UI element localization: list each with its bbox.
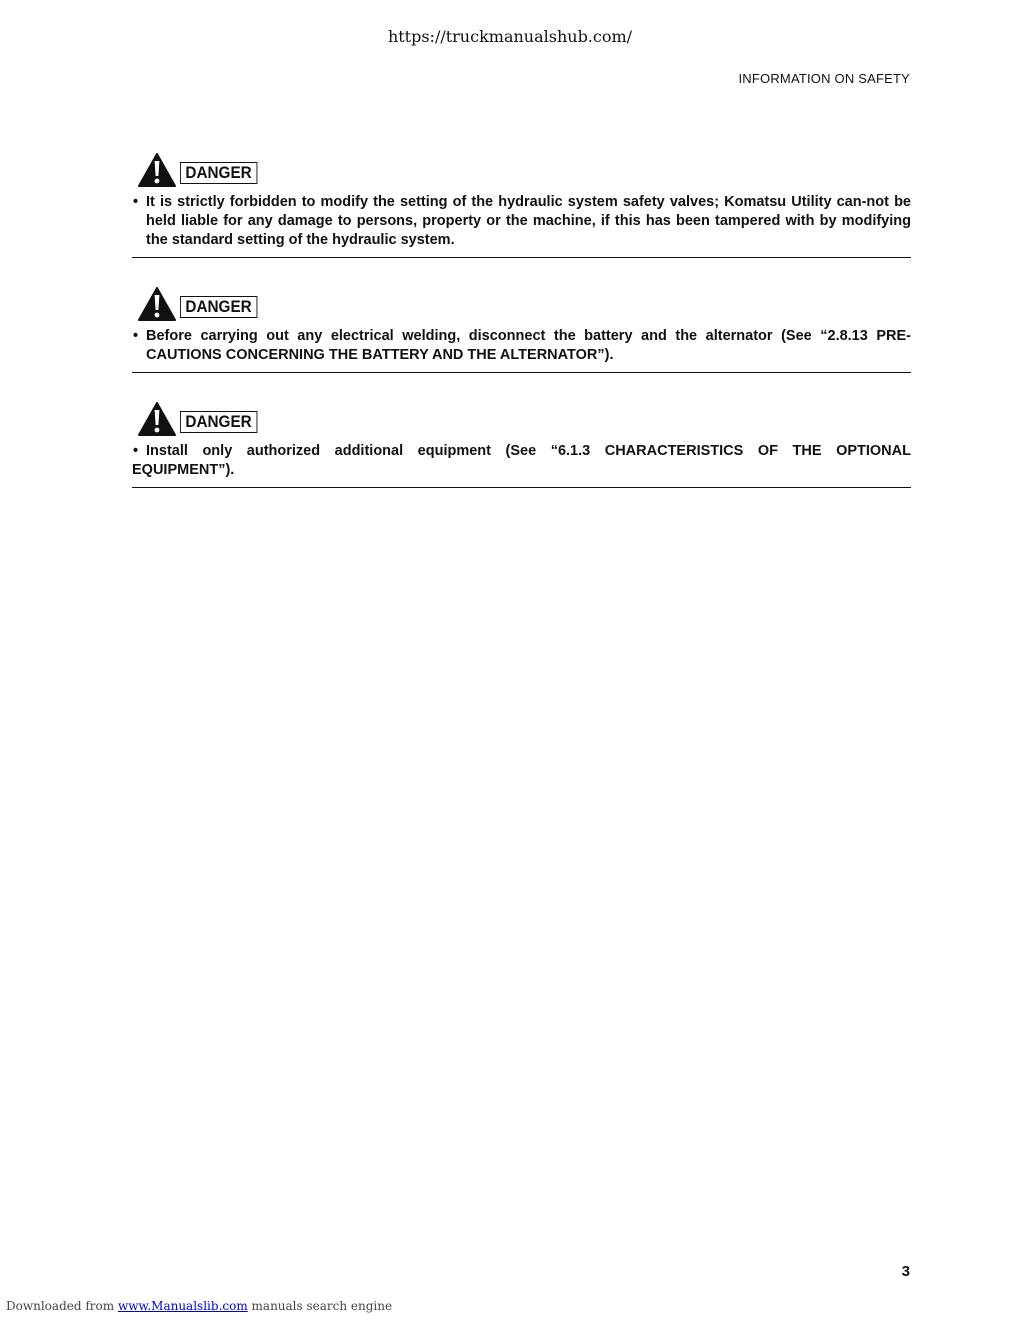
footer-prefix: Downloaded from bbox=[6, 1299, 115, 1313]
danger-notice-3 bbox=[132, 402, 911, 488]
warning-triangle-icon bbox=[138, 287, 176, 321]
notice-body bbox=[132, 193, 911, 258]
notice-text: It is strictly forbidden to modify the setting of the hydraulic system safety valves; Komatsu Utility can-not be held liable for any damage to persons, property or the machine, if this has been tampered with by modifying the standard setting of the hydraulic system. bbox=[146, 194, 911, 248]
bullet: • bbox=[133, 194, 139, 210]
section-title: INFORMATION ON SAFETY bbox=[738, 71, 910, 86]
download-footer bbox=[6, 1299, 392, 1313]
danger-notice-1 bbox=[132, 153, 911, 258]
page-number: 3 bbox=[901, 1263, 910, 1280]
warning-triangle-icon bbox=[138, 153, 176, 187]
danger-label: DANGER bbox=[180, 162, 257, 184]
notice-heading bbox=[132, 287, 911, 321]
notice-text: Before carrying out any electrical welding, disconnect the battery and the alternator (See “2.8.13 PRE-CAUTIONS CONCERNING THE BATTERY AND THE ALTERNATOR”). bbox=[146, 328, 911, 363]
notice-text: Install only authorized additional equipment (See “6.1.3 CHARACTERISTICS OF THE OPTIONAL EQUIPMENT”). bbox=[132, 443, 911, 478]
danger-notice-2 bbox=[132, 287, 911, 373]
notice-heading bbox=[132, 153, 911, 187]
manualslib-link[interactable]: www.Manualslib.com bbox=[117, 1299, 248, 1313]
danger-label: DANGER bbox=[180, 296, 257, 318]
bullet: • bbox=[133, 443, 139, 459]
bullet: • bbox=[133, 328, 139, 344]
notice-heading bbox=[132, 402, 911, 436]
danger-label: DANGER bbox=[180, 411, 257, 433]
footer-suffix: manuals search engine bbox=[251, 1299, 393, 1313]
notice-body bbox=[132, 442, 911, 488]
notice-body bbox=[132, 327, 911, 373]
warning-triangle-icon bbox=[138, 402, 176, 436]
source-url: https://truckmanualshub.com/ bbox=[387, 27, 633, 46]
